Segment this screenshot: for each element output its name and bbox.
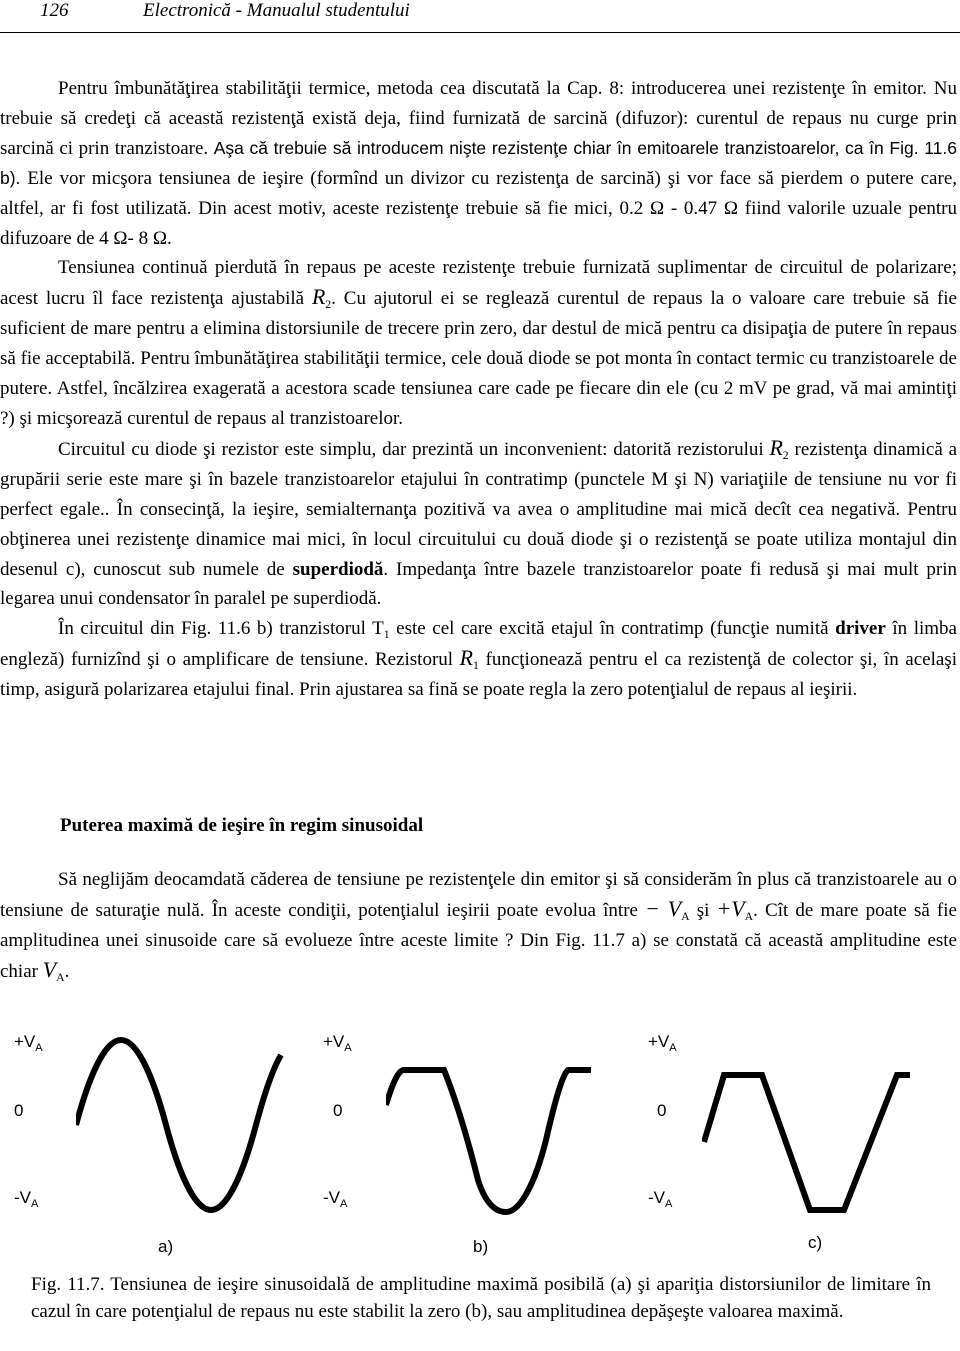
neg-va-symbol: − V xyxy=(645,896,682,921)
body-text-bottom xyxy=(0,865,957,987)
paragraph-4-text-c: în limba engleză) furnizînd şi o amplificare de tensiune. Rezistorul xyxy=(0,618,957,671)
paragraph-5-text-c: . Cît de mare poate să fie amplitudinea unei sinusoide care să evolueze între aceste limite ? Din Fig. 11.7 a) se constată că această amplitudine este chiar xyxy=(0,899,957,982)
panel-label-b: b) xyxy=(473,1237,489,1256)
paragraph-5 xyxy=(0,865,957,987)
axis-label-minus-va-a: $-V_A$ xyxy=(14,1188,39,1210)
t1-subscript: 1 xyxy=(383,628,390,642)
term-driver: driver xyxy=(835,618,886,640)
paragraph-4-text-d: funcţionează pentru el ca rezistenţă de colector şi, în acelaşi timp, asigură polarizarea etajului final. Prin ajustarea sa fină se poate regla la zero potenţialul de repaus al ieşirii. xyxy=(0,649,957,701)
term-superdioda: superdiodă xyxy=(292,558,384,580)
paragraph-3-text-b: rezistenţa dinamică a grupării serie este mare şi în bazele tranzistoarelor etajului în contratimp (punctele M şi N) variaţiile de tensiune nu vor fi perfect egale.. În consecinţă, la ieşire, semialternanţa pozitivă va avea o amplitudine mai mică decît cea negativă. Pentru obţinerea unei rezistenţe dinamice mai mici, în locul circuitului cu două diode şi o rezistenţă se poate utiliza montajul din desenul c), cunoscut sub numele de xyxy=(0,438,958,580)
paragraph-5-text-a: Să neglijăm deocamdată căderea de tensiune pe rezistenţele din emitor şi să considerăm în plus că tranzistoarele au o tensiune de saturaţie nulă. În aceste condiţii, potenţialul ieşirii poate evolua între xyxy=(0,869,957,921)
axis-label-zero-a: 0 xyxy=(14,1101,24,1120)
paragraph-4-text-b: este cel care excită etajul în contratimp (funcţie numită xyxy=(389,618,836,640)
axis-label-minus-va-b: $-V_A$ xyxy=(323,1188,348,1210)
r2-symbol: R xyxy=(311,285,326,310)
paragraph-3 xyxy=(0,434,957,614)
r1-subscript: 1 xyxy=(473,659,479,673)
paragraph-4 xyxy=(0,614,957,705)
waveform-b xyxy=(386,1030,596,1220)
va-subscript-1: A xyxy=(681,910,690,924)
paragraph-2 xyxy=(0,253,957,433)
waveform-a xyxy=(76,1030,286,1220)
running-title: Electronică - Manualul studentului xyxy=(143,0,410,21)
paragraph-2-text-a: Tensiunea continuă pierdută în repaus pe aceste rezistenţe trebuie furnizată suplimentar de circuitul de polarizare; acest lucru îl face rezistenţa ajustabilă xyxy=(0,257,957,310)
axis-label-zero-c: 0 xyxy=(657,1101,667,1120)
body-text-top xyxy=(0,74,957,705)
waveform-c xyxy=(702,1030,912,1220)
paragraph-5-text-b: şi xyxy=(689,899,717,921)
page-number: 126 xyxy=(40,0,69,21)
paragraph-1-text-a: Pentru îmbunătăţirea stabilităţii termice, metoda cea discutată la Cap. 8: introducerea unei rezistenţe în emitor. Nu trebuie să credeţi că această rezistenţă există deja, fiind furnizată de sarcină (difuzor): curentul de repaus nu curge prin sarcină ci prin tranzistoare. xyxy=(0,78,957,159)
paragraph-1-text-c: Ele vor micşora tensiunea de ieşire (formînd un divizor cu rezistenţa de sarcină) şi vor face să pierdem o putere care, altfel, ar fi fost utilizată. xyxy=(0,167,957,219)
axis-label-plus-va-c: $+V_A$ xyxy=(648,1032,677,1054)
section-heading: Puterea maximă de ieşire în regim sinusoidal xyxy=(60,815,424,836)
figure-caption: Fig. 11.7. Tensiunea de ieşire sinusoidală de amplitudine maximă posibilă (a) şi apariţia distorsiunilor de limitare în cazul în care potenţialul de repaus nu este stabilit la zero (b), sau amplitudinea depăşeşte valoarea maximă. xyxy=(31,1274,931,1322)
r2-symbol-2: R xyxy=(769,435,783,460)
va-symbol: V xyxy=(42,957,57,982)
r1-symbol: R xyxy=(459,646,474,671)
paragraph-3-text-c: . Impedanţa între bazele tranzistoarelor poate fi redusă şi mai mult prin legarea unui condensator în paralel pe superdiodă. xyxy=(0,558,957,610)
r2-subscript: 2 xyxy=(325,298,332,312)
paragraph-1-text-d: Din acest motiv, aceste rezistenţe trebuie să fie mici, 0.2 Ω - 0.47 Ω fiind valorile uzuale pentru difuzoare de 4 Ω- 8 Ω. xyxy=(0,197,957,249)
axis-label-zero-b: 0 xyxy=(333,1101,343,1120)
panel-label-c: c) xyxy=(808,1233,823,1252)
paragraph-1 xyxy=(0,74,957,253)
paragraph-4-text-a: În circuitul din Fig. 11.6 b) tranzistorul T xyxy=(58,618,384,640)
axis-label-minus-va-c: $-V_A$ xyxy=(648,1188,673,1210)
axis-label-plus-va-b: $+V_A$ xyxy=(323,1032,352,1054)
page-header xyxy=(0,0,960,33)
paragraph-2-text-b: . Cu ajutorul ei se reglează curentul de repaus la o valoare care trebuie să fie suficient de mare pentru a elimina distorsiunile de trecere prin zero, dar destul de mică pentru ca disipaţia de putere în repaus să fie acceptabilă. Pentru îmbunătăţirea stabilităţii termice, cele două diode se pot monta în contact termic cu tranzistoarele de putere. Astfel, încălzirea exagerată a acestora scade tensiunea care cade pe fiecare din ele (cu 2 mV pe grad, vă mai amintiţi ?) şi micşorează curentul de repaus al tranzistoarelor. xyxy=(0,288,957,429)
paragraph-1-text-b: Aşa că trebuie să introducem nişte rezistenţe chiar în emitoarele tranzistoarelor, ca în Fig. 11.6 b). xyxy=(0,137,958,188)
pos-va-symbol: +V xyxy=(716,896,745,921)
va-subscript-2: A xyxy=(744,910,754,924)
panel-label-a: a) xyxy=(158,1237,174,1256)
va-subscript-3: A xyxy=(56,970,65,984)
paragraph-5-text-d: . xyxy=(64,960,70,982)
r2-subscript-2: 2 xyxy=(782,448,789,462)
axis-label-plus-va-a: $+V_A$ xyxy=(14,1032,43,1054)
paragraph-3-text-a: Circuitul cu diode şi rezistor este simplu, dar prezintă un inconvenient: datorită rezistorului xyxy=(58,438,770,460)
